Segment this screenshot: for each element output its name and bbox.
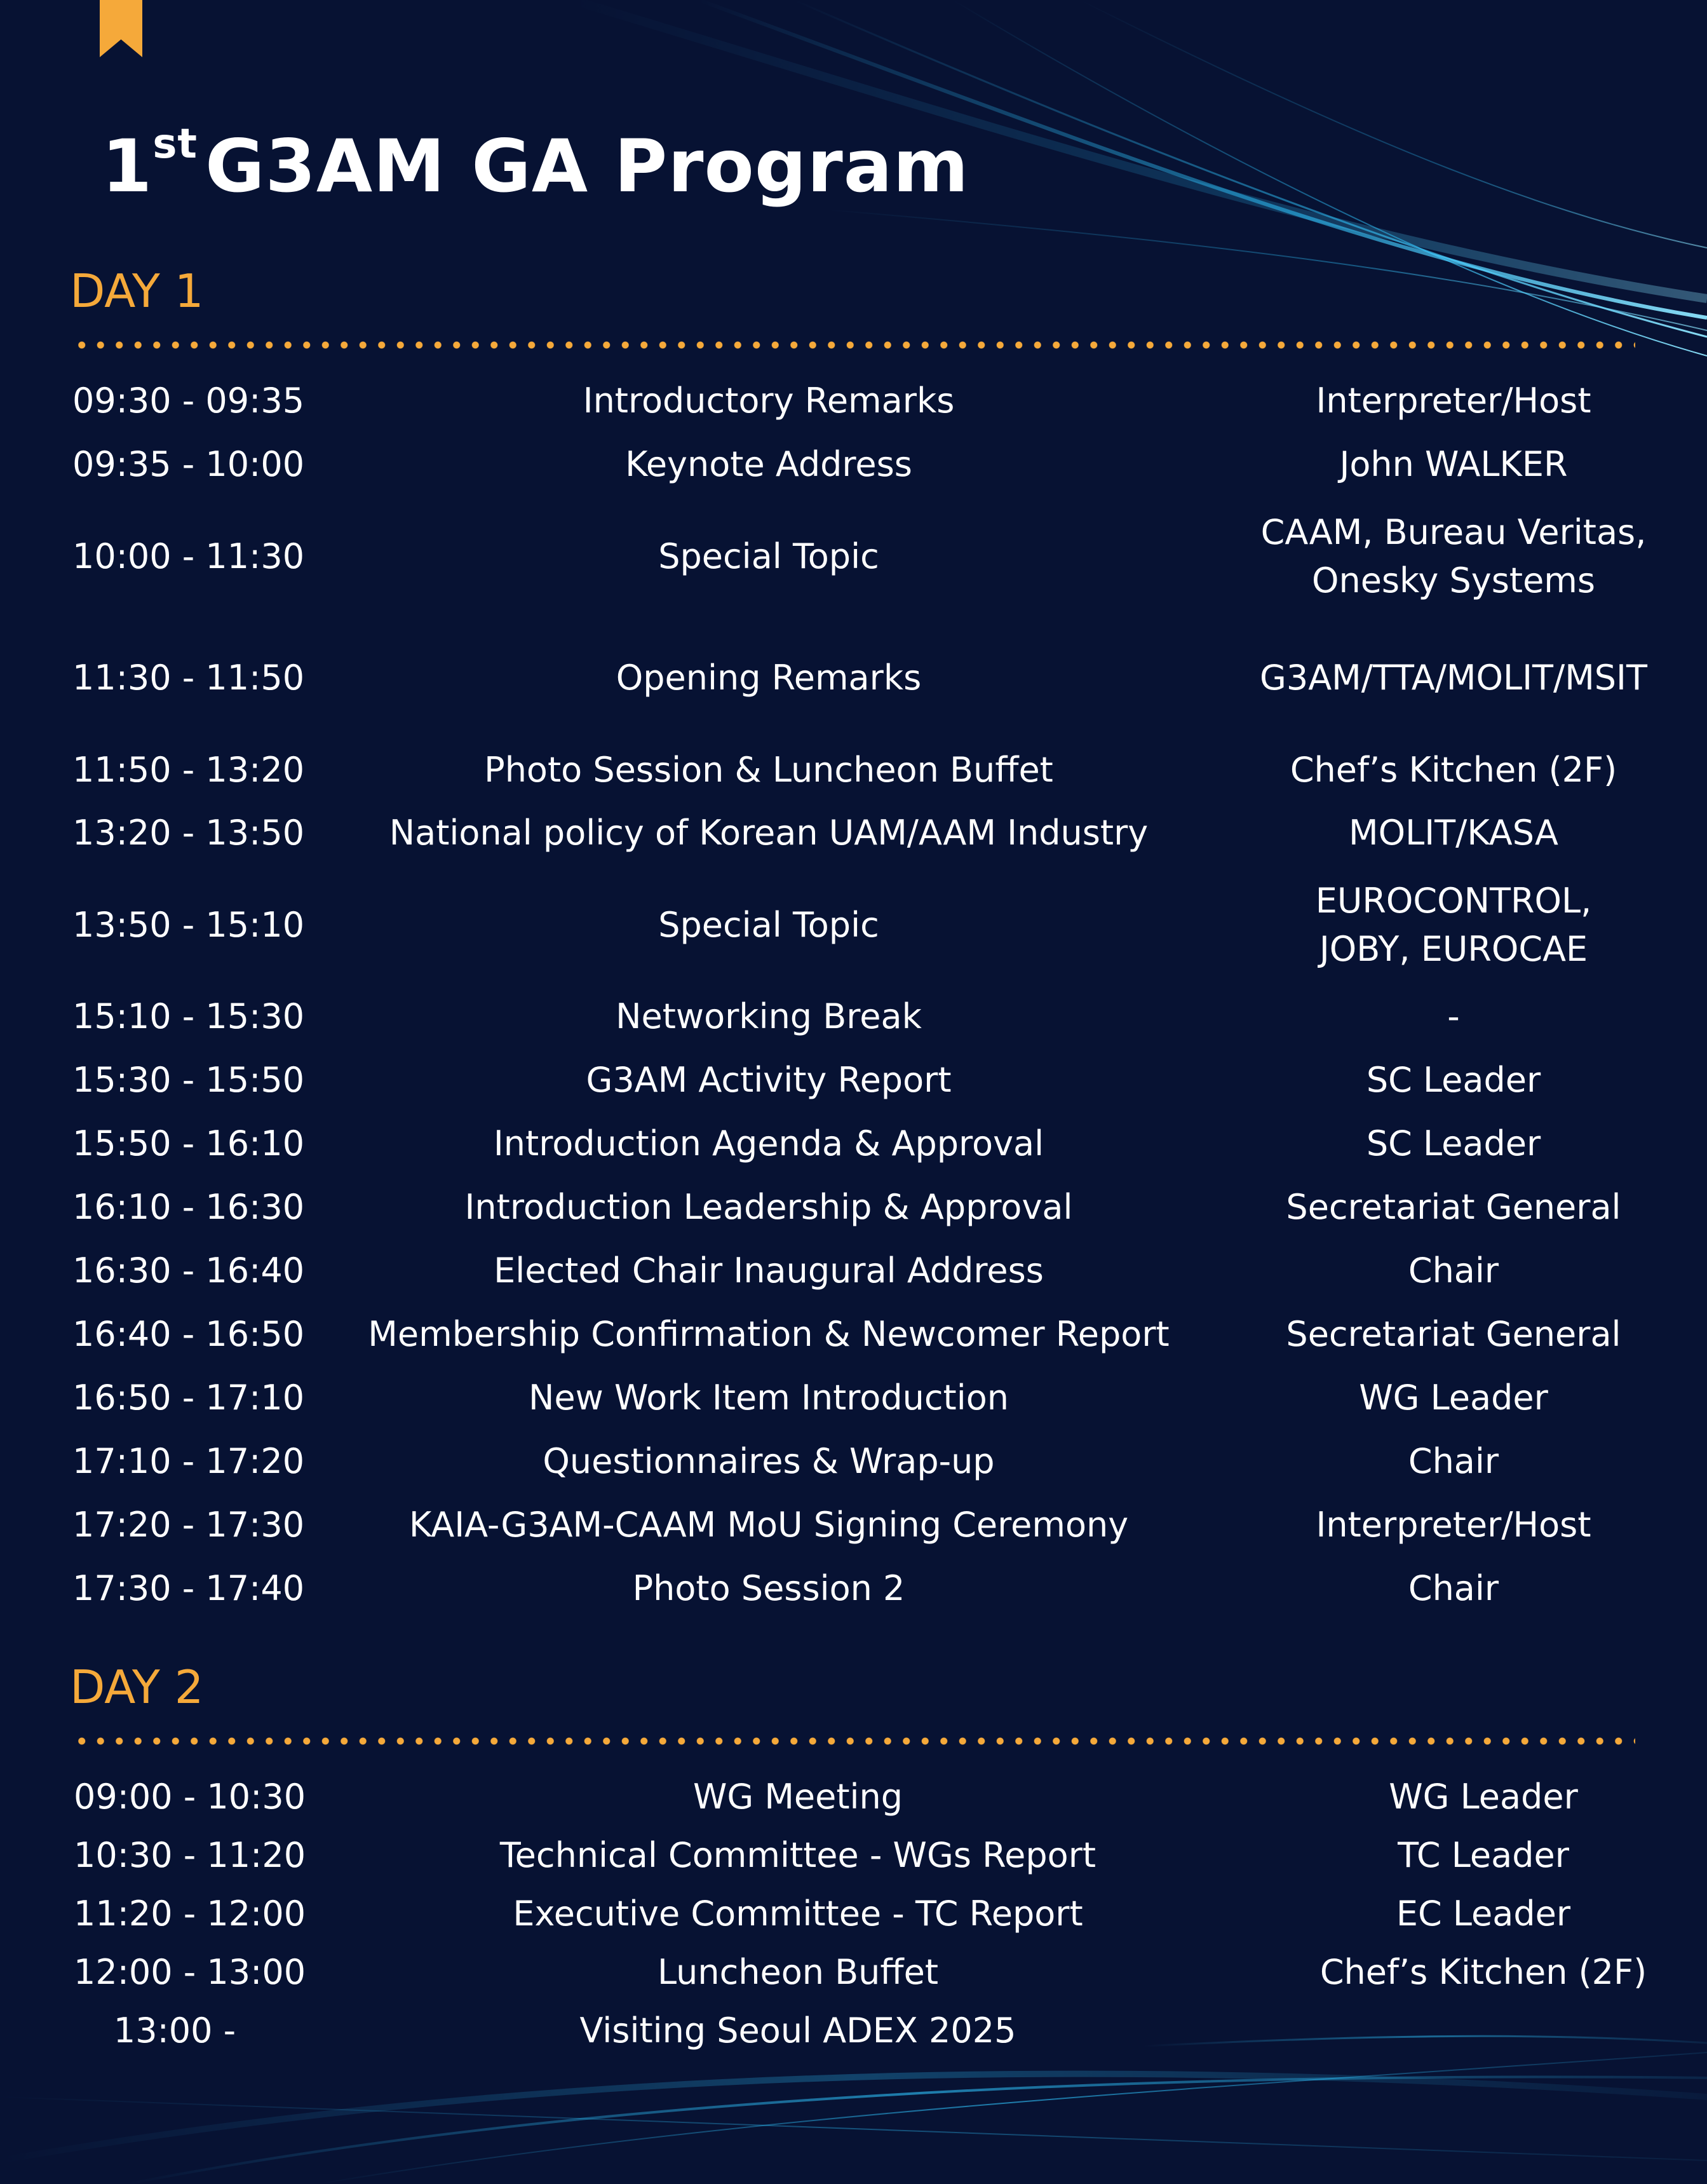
session-topic: New Work Item Introduction: [529, 1378, 1009, 1418]
table-row: [0, 508, 1707, 605]
session-speaker: Interpreter/Host: [1316, 1505, 1591, 1545]
table-row: [0, 440, 1707, 489]
table-row: [0, 1183, 1707, 1231]
table-row: [0, 1890, 1707, 1938]
session-topic: Special Topic: [658, 536, 879, 576]
session-speaker: Chef’s Kitchen (2F): [1290, 750, 1617, 790]
time-slot: 16:50 - 17:10: [72, 1378, 305, 1418]
table-row: [0, 654, 1707, 702]
session-speaker: -: [1447, 996, 1460, 1036]
session-speaker: EUROCONTROL, JOBY, EUROCAE: [1315, 881, 1592, 969]
session-speaker: G3AM/TTA/MOLIT/MSIT: [1260, 658, 1647, 698]
bookmark-icon: [100, 0, 142, 57]
session-speaker: Chair: [1408, 1441, 1499, 1481]
time-slot: 16:40 - 16:50: [72, 1314, 305, 1354]
session-speaker: WG Leader: [1359, 1378, 1548, 1418]
time-slot: 15:30 - 15:50: [72, 1060, 305, 1100]
session-topic: KAIA-G3AM-CAAM MoU Signing Ceremony: [408, 1505, 1129, 1545]
session-topic: National policy of Korean UAM/AAM Industry: [389, 813, 1149, 853]
session-topic: Visiting Seoul ADEX 2025: [579, 2011, 1016, 2051]
time-slot: 12:00 - 13:00: [74, 1952, 306, 1992]
session-speaker: Secretariat General: [1286, 1187, 1621, 1227]
table-row: [0, 2007, 1707, 2055]
table-row: [0, 877, 1707, 973]
session-speaker: Chair: [1408, 1568, 1499, 1608]
table-row: [0, 1120, 1707, 1168]
table-row: [0, 1374, 1707, 1422]
session-speaker: SC Leader: [1366, 1123, 1541, 1163]
session-topic: Networking Break: [616, 996, 922, 1036]
time-slot: 09:30 - 09:35: [72, 381, 305, 421]
time-slot: 11:50 - 13:20: [72, 750, 305, 790]
session-topic: Executive Committee - TC Report: [513, 1894, 1083, 1934]
session-topic: Introductory Remarks: [583, 381, 955, 421]
session-topic: Luncheon Buffet: [657, 1952, 939, 1992]
table-row: [0, 1437, 1707, 1486]
session-speaker: Secretariat General: [1286, 1314, 1621, 1354]
session-topic: WG Meeting: [692, 1777, 903, 1817]
session-speaker: TC Leader: [1398, 1835, 1569, 1875]
table-row: [0, 746, 1707, 794]
time-slot: 10:00 - 11:30: [72, 536, 305, 576]
time-slot: 15:50 - 16:10: [72, 1123, 305, 1163]
page-title: 1st G3AM GA Program: [102, 121, 969, 208]
time-slot: 15:10 - 15:30: [72, 996, 305, 1036]
time-slot: 16:30 - 16:40: [72, 1251, 305, 1291]
session-topic: G3AM Activity Report: [586, 1060, 952, 1100]
table-row: [0, 1948, 1707, 1997]
day1-heading: DAY 1: [70, 264, 204, 318]
session-topic: Technical Committee - WGs Report: [499, 1835, 1096, 1875]
time-slot: 17:30 - 17:40: [72, 1568, 305, 1608]
table-row: [0, 1501, 1707, 1549]
time-slot: 17:20 - 17:30: [72, 1505, 305, 1545]
time-slot: 17:10 - 17:20: [72, 1441, 305, 1481]
session-topic: Introduction Leadership & Approval: [464, 1187, 1073, 1227]
table-row: [0, 1564, 1707, 1613]
time-slot: 13:50 - 15:10: [72, 905, 305, 945]
session-topic: Opening Remarks: [616, 658, 922, 698]
time-slot: 11:30 - 11:50: [72, 658, 305, 698]
session-speaker: Interpreter/Host: [1316, 381, 1591, 421]
session-speaker: MOLIT/KASA: [1349, 813, 1558, 853]
time-slot: 10:30 - 11:20: [74, 1835, 306, 1875]
table-row: [0, 1310, 1707, 1359]
session-topic: Keynote Address: [625, 444, 912, 484]
session-speaker: EC Leader: [1396, 1894, 1571, 1934]
session-topic: Questionnaires & Wrap-up: [543, 1441, 995, 1481]
table-row: [0, 809, 1707, 857]
session-topic: Photo Session & Luncheon Buffet: [484, 750, 1053, 790]
session-topic: Photo Session 2: [632, 1568, 905, 1608]
day2-heading: DAY 2: [70, 1660, 204, 1714]
session-speaker: Chair: [1408, 1251, 1499, 1291]
session-topic: Elected Chair Inaugural Address: [494, 1251, 1044, 1291]
session-topic: Membership Confirmation & Newcomer Report: [368, 1314, 1170, 1354]
session-speaker: CAAM, Bureau Veritas, Onesky Systems: [1260, 512, 1647, 600]
table-row: [0, 1247, 1707, 1295]
time-slot: 09:00 - 10:30: [74, 1777, 306, 1817]
table-row: [0, 1773, 1707, 1821]
table-row: [0, 377, 1707, 425]
session-speaker: John WALKER: [1339, 444, 1568, 484]
day1-dotted-divider: [72, 341, 1635, 349]
time-slot: 09:35 - 10:00: [72, 444, 305, 484]
session-speaker: Chef’s Kitchen (2F): [1319, 1952, 1647, 1992]
table-row: [0, 993, 1707, 1041]
time-slot: 11:20 - 12:00: [74, 1894, 306, 1934]
table-row: [0, 1831, 1707, 1880]
time-slot: 13:00 -: [113, 2011, 236, 2051]
title-superscript: st: [152, 121, 198, 168]
time-slot: 16:10 - 16:30: [72, 1187, 305, 1227]
table-row: [0, 1056, 1707, 1104]
session-speaker: WG Leader: [1389, 1777, 1578, 1817]
time-slot: 13:20 - 13:50: [72, 813, 305, 853]
session-speaker: SC Leader: [1366, 1060, 1541, 1100]
session-topic: Introduction Agenda & Approval: [493, 1123, 1044, 1163]
day2-dotted-divider: [72, 1737, 1635, 1746]
session-topic: Special Topic: [658, 905, 879, 945]
